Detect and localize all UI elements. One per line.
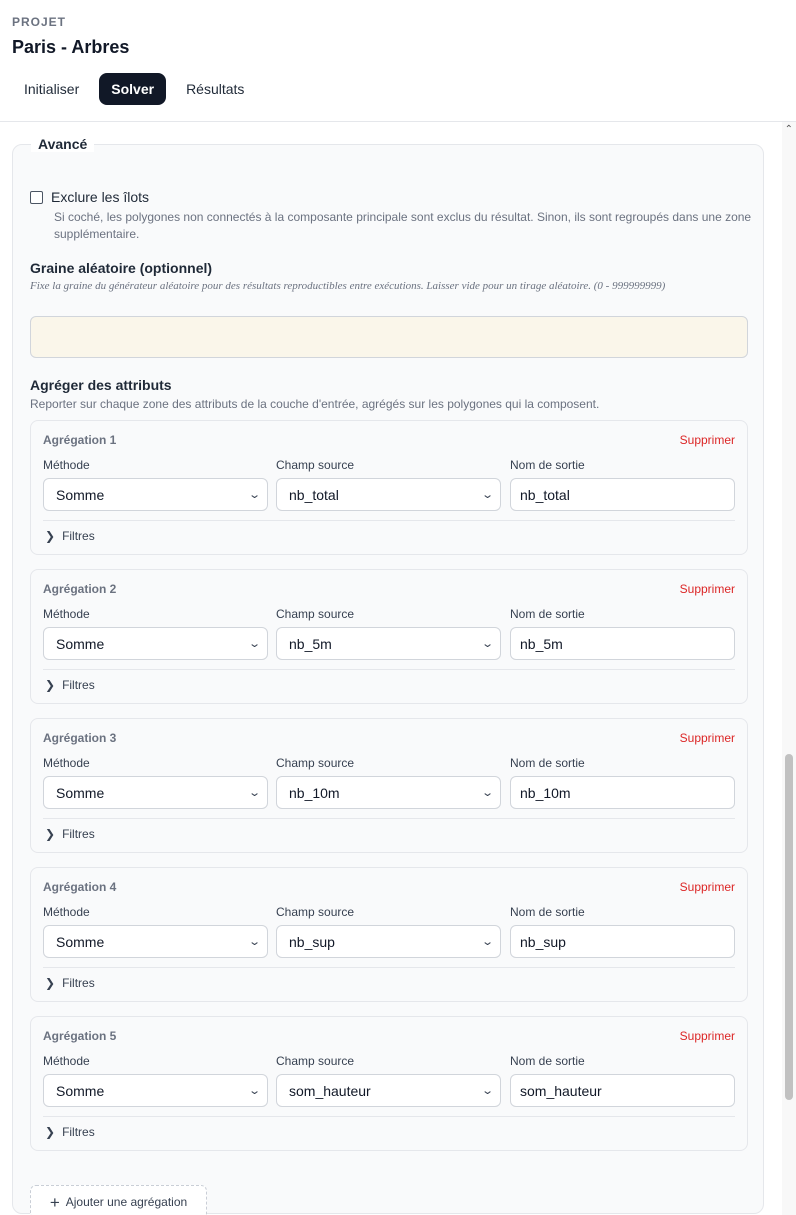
chevron-down-icon: ⌄ [247,936,261,948]
aggregation-name: Agrégation 4 [43,880,117,894]
output-label: Nom de sortie [510,756,585,770]
chevron-right-icon: ❯ [45,976,56,990]
output-label: Nom de sortie [510,607,585,621]
method-value: Somme [56,1082,105,1099]
output-label: Nom de sortie [510,1054,585,1068]
source-label: Champ source [276,458,355,472]
filters-toggle[interactable] [45,827,95,841]
source-value: nb_sup [289,933,335,950]
page-header [0,0,796,122]
add-aggregation-label: Ajouter une agrégation [65,1195,188,1209]
exclude-islands-label: Exclure les îlots [51,189,150,205]
chevron-down-icon: ⌄ [480,489,494,501]
source-select[interactable] [276,478,501,511]
source-value: som_hauteur [289,1082,371,1099]
filters-toggle[interactable] [45,1125,95,1139]
source-select[interactable] [276,925,501,958]
divider [43,520,735,521]
delete-aggregation-button[interactable]: Supprimer [679,880,735,894]
chevron-down-icon: ⌄ [247,638,261,650]
advanced-legend: Avancé [31,136,94,152]
scroll-up-icon[interactable]: ⌃ [784,124,793,135]
chevron-right-icon: ❯ [45,678,56,692]
filters-label: Filtres [62,678,95,692]
method-value: Somme [56,635,105,652]
chevron-down-icon: ⌄ [247,787,261,799]
output-name-input[interactable]: nb_5m [510,627,735,660]
aggregation-name: Agrégation 3 [43,731,117,745]
method-label: Méthode [43,756,90,770]
exclude-islands-row[interactable] [30,189,149,205]
output-label: Nom de sortie [510,458,585,472]
output-label: Nom de sortie [510,905,585,919]
tab-resultats[interactable]: Résultats [186,81,245,97]
aggregation-card [30,420,748,555]
output-name-input[interactable]: nb_total [510,478,735,511]
aggregation-card [30,1016,748,1151]
source-label: Champ source [276,607,355,621]
output-name-input[interactable]: som_hauteur [510,1074,735,1107]
exclude-islands-checkbox[interactable] [30,191,43,204]
divider [43,669,735,670]
source-label: Champ source [276,905,355,919]
scrollbar[interactable] [782,122,796,1215]
chevron-down-icon: ⌄ [480,936,494,948]
add-aggregation-button[interactable] [30,1185,207,1215]
method-select[interactable] [43,925,268,958]
method-select[interactable] [43,627,268,660]
filters-toggle[interactable] [45,976,95,990]
seed-help: Fixe la graine du générateur aléatoire pour des résultats reproductibles entre exécutions. Laisser vide pour un tirage aléatoire. (0 - 999999999) [30,280,666,292]
delete-aggregation-button[interactable]: Supprimer [679,582,735,596]
filters-toggle[interactable] [45,678,95,692]
method-label: Méthode [43,458,90,472]
source-select[interactable] [276,776,501,809]
aggregation-card [30,718,748,853]
chevron-down-icon: ⌄ [480,638,494,650]
plus-icon: + [49,1192,60,1212]
method-value: Somme [56,486,105,503]
output-name-input[interactable]: nb_10m [510,776,735,809]
seed-input[interactable] [30,316,748,358]
aggregate-help: Reporter sur chaque zone des attributs de la couche d'entrée, agrégés sur les polygones qui la composent. [30,397,600,411]
filters-label: Filtres [62,1125,95,1139]
divider [43,818,735,819]
aggregation-card [30,569,748,704]
method-label: Méthode [43,905,90,919]
source-value: nb_10m [289,784,340,801]
chevron-down-icon: ⌄ [247,489,261,501]
scrollbar-thumb[interactable] [785,754,793,1100]
project-title: Paris - Arbres [12,37,130,57]
filters-toggle[interactable] [45,529,95,543]
chevron-right-icon: ❯ [45,827,56,841]
filters-label: Filtres [62,827,95,841]
exclude-islands-help: Si coché, les polygones non connectés à la composante principale sont exclus du résultat. Sinon, ils sont regroupés dans une zone supplémentaire. [54,210,752,241]
advanced-fieldset [12,136,764,1214]
tab-initialiser[interactable]: Initialiser [24,81,80,97]
divider [43,1116,735,1117]
tab-bar [12,73,256,105]
method-select[interactable] [43,1074,268,1107]
chevron-right-icon: ❯ [45,1125,56,1139]
method-select[interactable] [43,478,268,511]
source-select[interactable] [276,1074,501,1107]
chevron-down-icon: ⌄ [247,1085,261,1097]
method-label: Méthode [43,1054,90,1068]
method-select[interactable] [43,776,268,809]
delete-aggregation-button[interactable]: Supprimer [679,433,735,447]
method-label: Méthode [43,607,90,621]
chevron-down-icon: ⌄ [480,1085,494,1097]
filters-label: Filtres [62,976,95,990]
filters-label: Filtres [62,529,95,543]
method-value: Somme [56,784,105,801]
scroll-area [0,122,796,1215]
source-value: nb_5m [289,635,332,652]
delete-aggregation-button[interactable]: Supprimer [679,731,735,745]
aggregation-card [30,867,748,1002]
delete-aggregation-button[interactable]: Supprimer [679,1029,735,1043]
project-label: PROJET [12,15,67,29]
source-value: nb_total [289,486,339,503]
divider [43,967,735,968]
aggregate-title: Agréger des attributs [30,377,172,393]
chevron-down-icon: ⌄ [480,787,494,799]
method-value: Somme [56,933,105,950]
source-label: Champ source [276,756,355,770]
source-select[interactable] [276,627,501,660]
aggregation-name: Agrégation 2 [43,582,117,596]
source-label: Champ source [276,1054,355,1068]
seed-label: Graine aléatoire (optionnel) [30,260,213,276]
chevron-right-icon: ❯ [45,529,56,543]
output-name-input[interactable]: nb_sup [510,925,735,958]
aggregation-name: Agrégation 5 [43,1029,117,1043]
aggregation-name: Agrégation 1 [43,433,117,447]
tab-solver[interactable]: Solver [99,73,166,105]
